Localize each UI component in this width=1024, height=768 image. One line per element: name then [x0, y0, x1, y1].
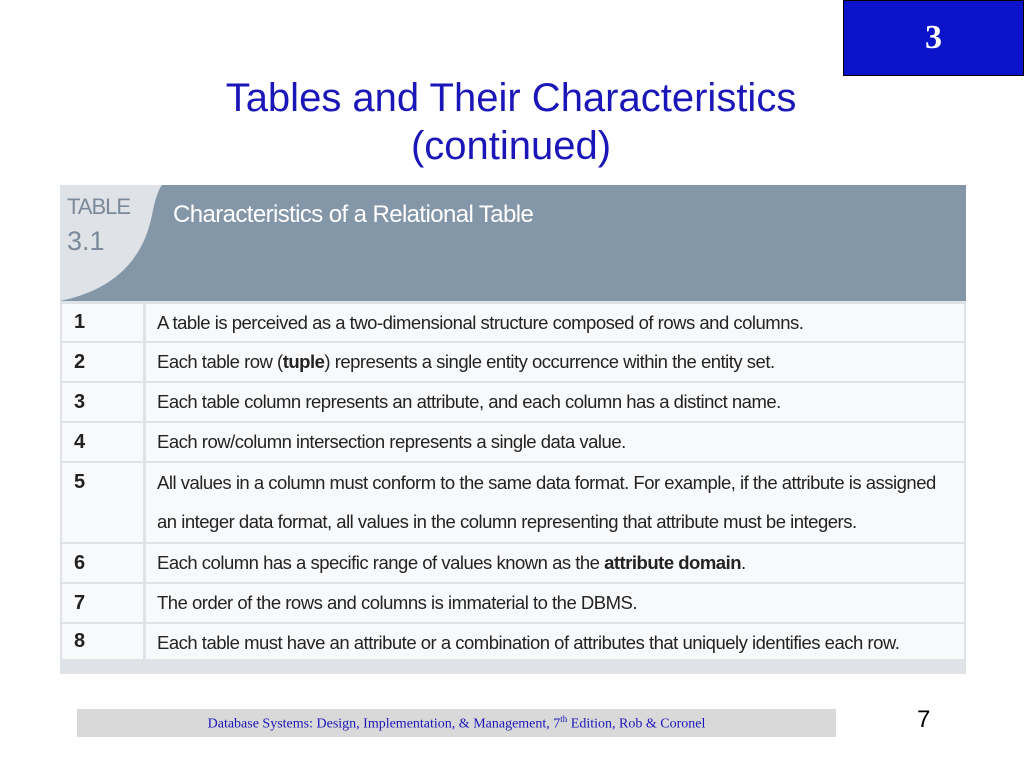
row-text — [146, 544, 964, 582]
table-row — [62, 301, 964, 341]
table-row — [62, 542, 964, 582]
table-label-number: 3.1 — [67, 226, 105, 256]
table-row — [62, 461, 964, 542]
row-number: 7 — [62, 584, 146, 622]
row-text-part: . — [741, 552, 746, 573]
row-text — [146, 343, 964, 381]
footer-text-after: Edition, Rob & Coronel — [567, 716, 706, 732]
row-text-bold-term: attribute domain — [604, 552, 742, 573]
row-text-part: Each column has a specific range of values known as the — [157, 552, 605, 573]
row-text: All values in a column must conform to the same data format. For example, if the attribute is assigned an integer data format, all values in the column representing that attribute must be integers. — [157, 472, 936, 532]
slide-title — [100, 74, 922, 170]
chapter-number: 3 — [925, 19, 942, 56]
slide-title-line-1: Tables and Their Characteristics — [225, 76, 797, 120]
chapter-badge — [843, 0, 1024, 76]
table-label — [67, 195, 130, 257]
row-text: A table is perceived as a two-dimensional structure composed of rows and columns. — [157, 312, 804, 333]
table-row — [62, 381, 964, 421]
row-number: 5 — [62, 463, 146, 542]
figure-title: Characteristics of a Relational Table — [173, 201, 534, 228]
footer-citation — [77, 709, 836, 737]
row-text: Each table column represents an attribute, and each column has a distinct name. — [157, 391, 781, 412]
table-row — [62, 582, 964, 622]
row-text: Each table must have an attribute or a combination of attributes that uniquely identifies each row. — [157, 632, 900, 653]
figure-header — [60, 185, 966, 301]
page-number: 7 — [917, 706, 931, 733]
row-number: 3 — [62, 383, 146, 421]
table-row — [62, 622, 964, 662]
table-row — [62, 421, 964, 461]
slide-title-line-2: (continued) — [410, 124, 612, 168]
footer-superscript: th — [560, 713, 568, 724]
row-text-bold-term: tuple — [282, 351, 325, 372]
table-figure — [60, 185, 966, 674]
footer-text — [208, 714, 706, 733]
table-row — [62, 341, 964, 381]
row-text: Each row/column intersection represents a single data value. — [157, 431, 626, 452]
row-text: The order of the rows and columns is immaterial to the DBMS. — [157, 592, 637, 613]
footer-text-before: Database Systems: Design, Implementation, & Management, 7 — [207, 716, 561, 732]
table-label-word: TABLE — [67, 194, 131, 219]
row-text-part: ) represents a single entity occurrence within the entity set. — [324, 351, 775, 372]
row-text-part: Each table row ( — [157, 351, 283, 372]
row-number: 6 — [62, 544, 146, 582]
row-number: 1 — [62, 304, 146, 341]
row-number: 2 — [62, 343, 146, 381]
row-number: 4 — [62, 423, 146, 461]
characteristics-table — [60, 301, 966, 662]
row-number: 8 — [62, 624, 146, 659]
